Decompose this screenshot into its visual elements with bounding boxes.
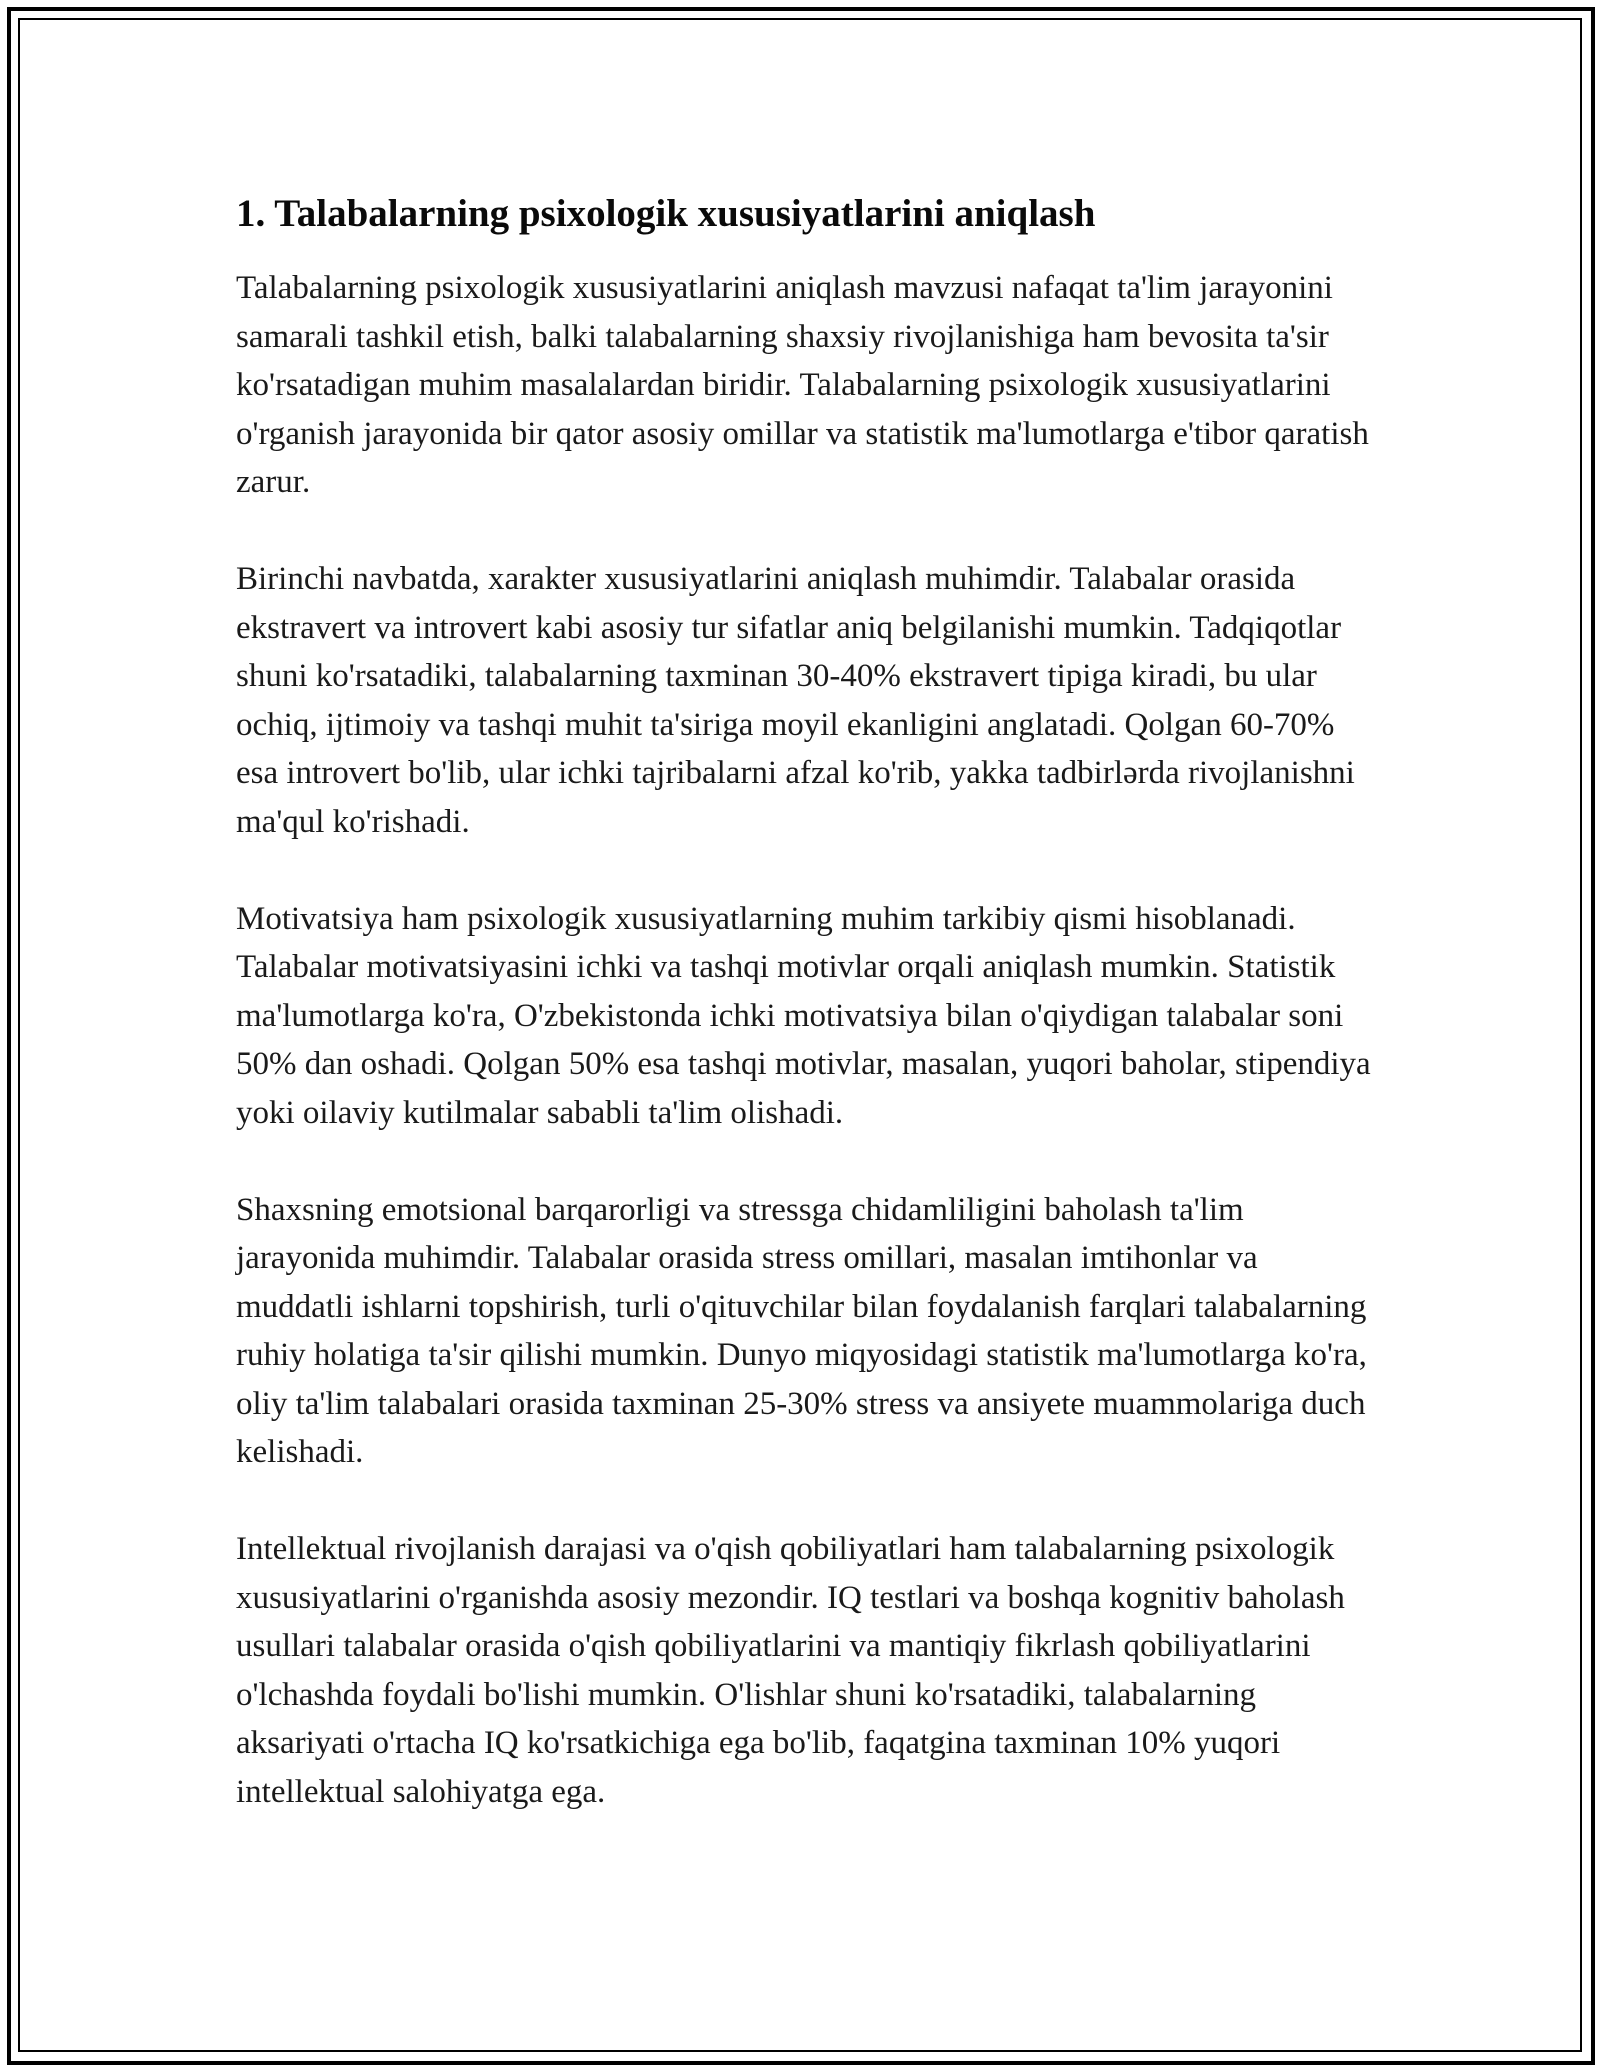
paragraph-intellectual-development: Intellektual rivojlanish darajasi va o'qish qobiliyatlari ham talabalarning psixologik xususiyatlarini o'rganishda asosiy mezondir. IQ testlari va boshqa kognitiv baholash usullari talabalar orasida o'qish qobiliyatlarini va mantiqiy fikrlash qobiliyatlarini o'lchashda foydali bo'lishi mumkin. O'lishlar shuni ko'rsatadiki, talabalarning aksariyati o'rtacha IQ ko'rsatkichiga ega bo'lib, faqatgina taxminan 10% yuqori intellektual salohiyatga ega. — [236, 1531, 1345, 1811]
paragraph-motivation: Motivatsiya ham psixologik xususiyatlarning muhim tarkibiy qismi hisoblanadi. Talabalar motivatsiyasini ichki va tashqi motivlar orqali aniqlash mumkin. Statistik ma'lumotlarga ko'ra, O'zbekistonda ichki motivatsiya bilan o'qiydigan talabalar soni 50% dan oshadi. Qolgan 50% esa tashqi motivlar, masalan, yuqori baholar, stipendiya yoki oilaviy kutilmalar sababli ta'lim olishadi. — [236, 900, 1371, 1131]
section-heading: 1. Talabalarning psixologik xususiyatlarini aniqlash — [236, 192, 1096, 235]
paragraph-emotional-stability: Shaxsning emotsional barqarorligi va stressga chidamliligini baholash ta'lim jarayonida muhimdir. Talabalar orasida stress omillari, masalan imtihonlar va muddatli ishlarni topshirish, turli o'qituvchilar bilan foydalanish farqlari talabalarning ruhiy holatiga ta'sir qilishi mumkin. Dunyo miqyosidagi statistik ma'lumotlarga ko'ra, oliy ta'lim talabalari orasida taxminan 25-30% stress va ansiyete muammolariga duch kelishadi. — [236, 1191, 1367, 1471]
paragraph-character-traits: Birinchi navbatda, xarakter xususiyatlarini aniqlash muhimdir. Talabalar orasida ekstravert va introvert kabi asosiy tur sifatlar aniq belgilanishi mumkin. Tadqiqotlar shuni ko'rsatadiki, talabalarning taxminan 30-40% ekstravert tipiga kiradi, bu ular ochiq, ijtimoiy va tashqi muhit ta'siriga moyil ekanligini anglatadi. Qolgan 60-70% esa introvert bo'lib, ular ichki tajribalarni afzal ko'rib, yakka tadbirlərda rivojlanishni ma'qul ko'rishadi. — [236, 560, 1355, 840]
document-body — [236, 186, 1372, 1865]
paragraph-intro: Talabalarning psixologik xususiyatlarini aniqlash mavzusi nafaqat ta'lim jarayonini samarali tashkil etish, balki talabalarning shaxsiy rivojlanishiga ham bevosita ta'sir ko'rsatadigan muhim masalalardan biridir. Talabalarning psixologik xususiyatlarini o'rganish jarayonida bir qator asosiy omillar va statistik ma'lumotlarga e'tibor qaratish zarur. — [236, 270, 1369, 501]
